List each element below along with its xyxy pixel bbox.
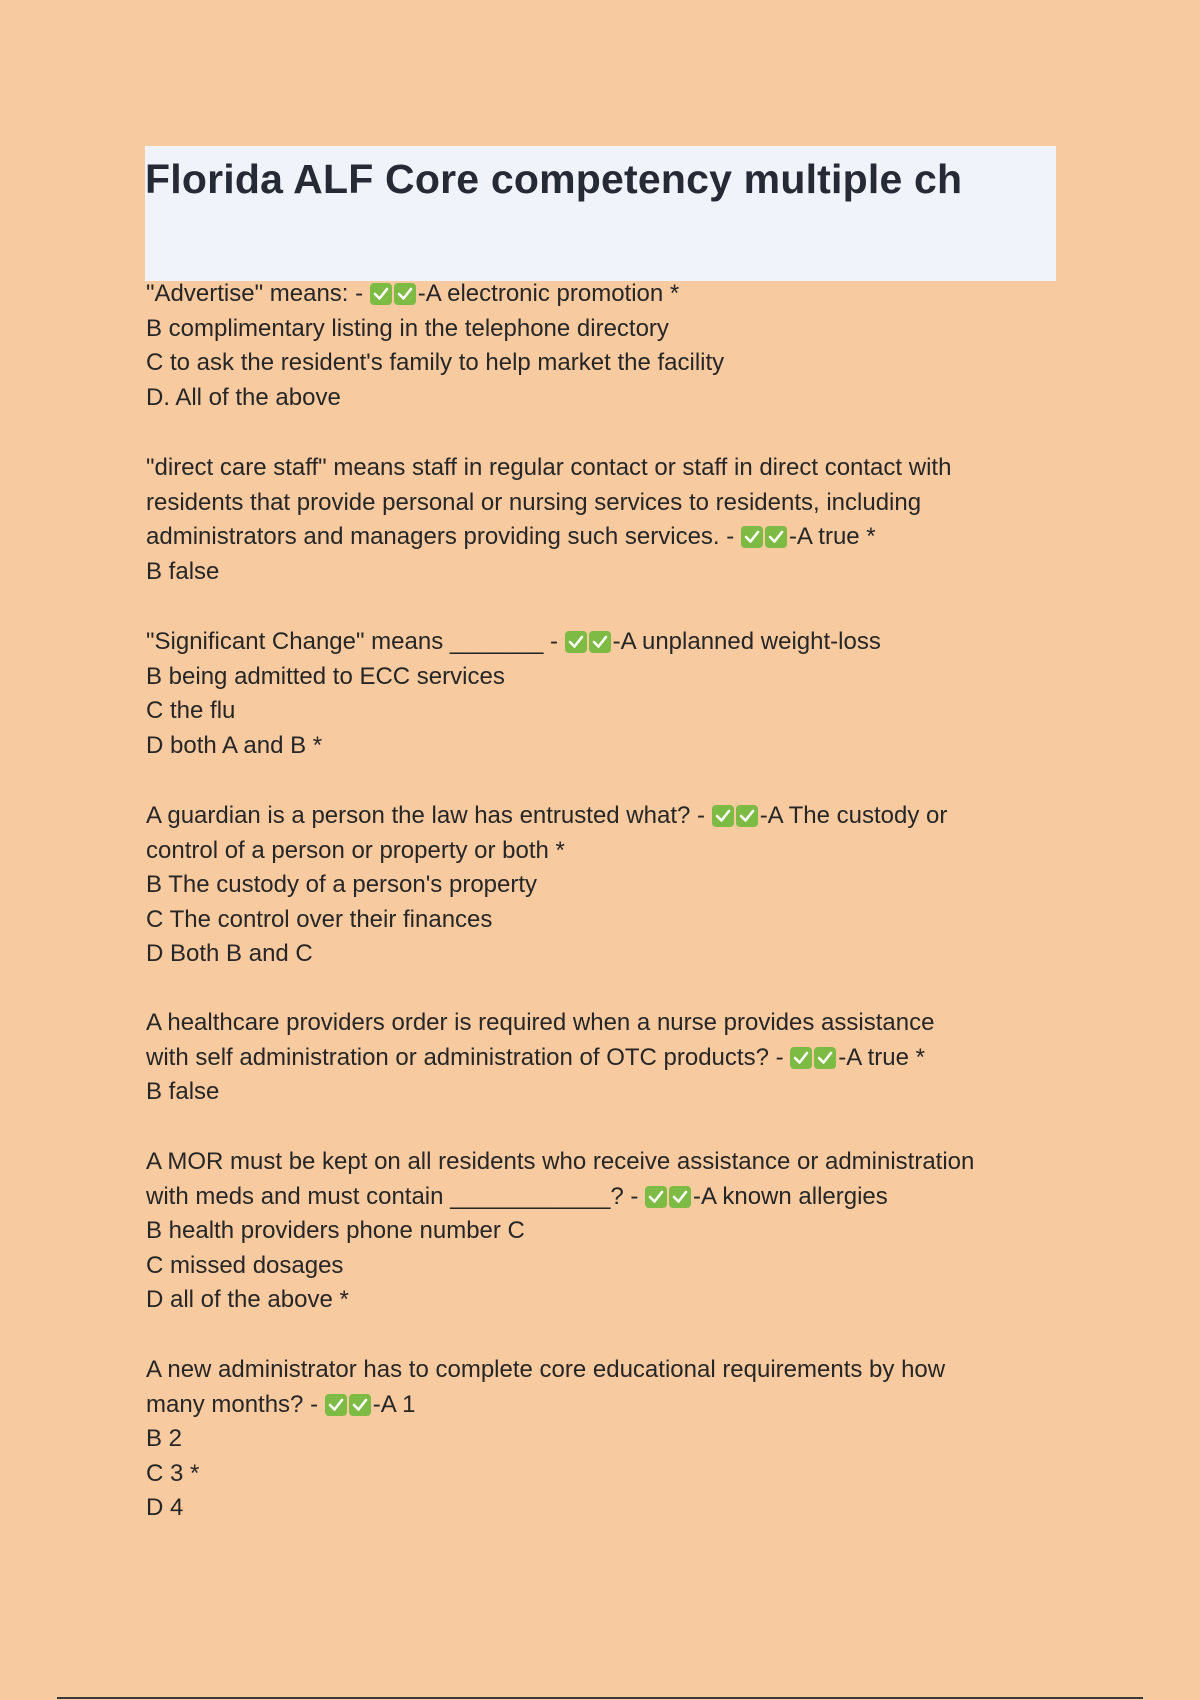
answer-option: B 2 [146, 1425, 183, 1452]
answer-option: D both A and B * [146, 731, 323, 759]
answer-option: B health providers phone number C [146, 1217, 525, 1244]
answer-option: D Both B and C [146, 940, 313, 967]
question-line [146, 277, 1076, 312]
check-mark-icon [741, 526, 763, 548]
question-text-line: A healthcare providers order is required when a nurse provides assistance [146, 1009, 935, 1036]
question-line [146, 625, 1076, 660]
answer-lead: -A true * [788, 523, 876, 550]
question-block [146, 1006, 1076, 1110]
answer-option: B The custody of a person's property [146, 871, 538, 898]
answer-lead: -A electronic promotion * [417, 280, 680, 307]
answer-option: B false [146, 557, 220, 585]
question-line [146, 799, 1076, 834]
answer-lead: -A The custody or [759, 802, 948, 829]
question-text-line: A new administrator has to complete core educational requirements by how [146, 1356, 946, 1383]
question-line [146, 1041, 1076, 1076]
question-block [146, 451, 1076, 589]
question-line [146, 1388, 1076, 1423]
question-prompt: "Significant Change" means _______ - [146, 628, 565, 655]
check-mark-icon [712, 805, 734, 827]
check-mark-icon [669, 1186, 691, 1208]
answer-lead: -A unplanned weight-loss [612, 628, 881, 655]
check-mark-icon [645, 1186, 667, 1208]
check-mark-icon [814, 1047, 836, 1069]
answer-option: C The control over their finances [146, 905, 493, 933]
question-prompt: with self administration or administration of OTC products? - [146, 1043, 791, 1071]
question-line [146, 520, 1076, 555]
question-prompt: A guardian is a person the law has entrusted what? - [146, 802, 712, 829]
answer-option: C 3 * [146, 1459, 200, 1487]
question-block [146, 277, 1076, 415]
question-text-line: "direct care staff" means staff in regular contact or staff in direct contact with [146, 454, 952, 481]
answer-option: D. All of the above [146, 383, 341, 411]
answer-lead: -A known allergies [693, 1182, 888, 1210]
answer-option: D 4 [146, 1494, 184, 1521]
check-mark-icon [765, 526, 787, 548]
title-banner [145, 146, 1056, 281]
page-title: Florida ALF Core competency multiple ch [145, 156, 963, 202]
answer-option: D all of the above * [146, 1286, 349, 1313]
answer-option: B being admitted to ECC services [146, 662, 505, 690]
question-block [146, 625, 1076, 763]
check-mark-icon [349, 1394, 371, 1416]
check-mark-icon [790, 1047, 812, 1069]
question-prompt: administrators and managers providing such services. - [146, 523, 741, 550]
footer-divider [57, 1697, 1143, 1699]
answer-lead: -A 1 [372, 1390, 416, 1418]
question-line [146, 1180, 1076, 1215]
question-block [146, 1353, 1076, 1526]
question-block [146, 799, 1076, 972]
answer-option: C the flu [146, 697, 236, 724]
answer-option: B complimentary listing in the telephone directory [146, 314, 669, 342]
question-prompt: "Advertise" means: - [146, 280, 370, 307]
question-block [146, 1145, 1076, 1318]
question-text-line: residents that provide personal or nursing services to residents, including [146, 488, 922, 516]
check-mark-icon [394, 283, 416, 305]
question-prompt: with meds and must contain ____________? - [146, 1182, 645, 1210]
answer-option: control of a person or property or both * [146, 836, 565, 864]
answer-option: C missed dosages [146, 1251, 344, 1279]
check-mark-icon [325, 1394, 347, 1416]
answer-option: B false [146, 1078, 220, 1105]
answer-lead: -A true * [838, 1043, 925, 1071]
check-mark-icon [565, 631, 587, 653]
question-prompt: many months? - [146, 1390, 325, 1418]
check-mark-icon [736, 805, 758, 827]
check-mark-icon [589, 631, 611, 653]
answer-option: C to ask the resident's family to help market the facility [146, 349, 725, 376]
check-mark-icon [370, 283, 392, 305]
question-text-line: A MOR must be kept on all residents who receive assistance or administration [146, 1148, 975, 1175]
